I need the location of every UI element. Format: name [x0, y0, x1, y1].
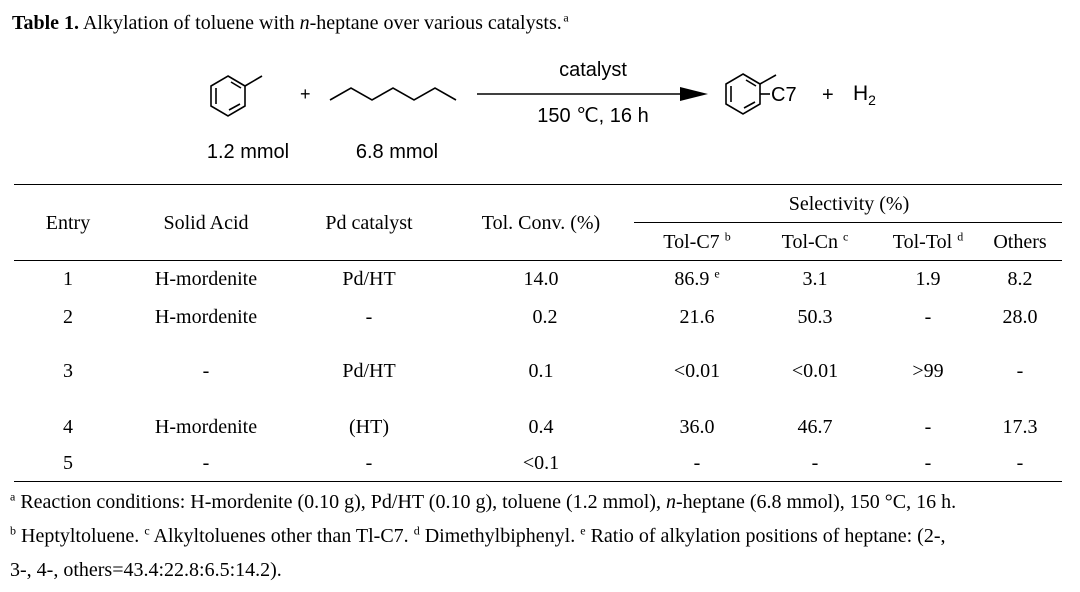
scheme-catalyst: catalyst — [559, 59, 627, 81]
row-solid-acid: - — [202, 452, 210, 474]
table-top-rule — [14, 184, 1062, 185]
row-tol-cn: 3.1 — [802, 268, 828, 290]
row-entry: 5 — [63, 452, 73, 474]
caption-sup: a — [563, 10, 569, 25]
row-pd-catalyst: Pd/HT — [342, 360, 396, 382]
row-tol-c7: - — [693, 452, 701, 474]
footnote-c-sup: c — [144, 523, 150, 538]
footnote-e-continued: 3-, 4-, others=43.4:22.8:6.5:14.2). — [10, 559, 282, 581]
selectivity-rule — [634, 222, 1062, 223]
header-bottom-rule — [14, 260, 1062, 261]
toluene-structure — [211, 76, 262, 116]
row-tol-tol: 1.9 — [915, 268, 941, 290]
heptane-structure — [330, 88, 456, 100]
header-tol-c7-sup: b — [724, 229, 731, 244]
footnote-a — [10, 491, 956, 514]
row-others: 8.2 — [1007, 268, 1033, 290]
row-tol-tol: - — [924, 306, 932, 328]
row-pd-catalyst: (HT) — [349, 416, 389, 438]
table-bottom-rule — [14, 481, 1062, 482]
footnote-a-sup: a — [10, 489, 16, 504]
plus-sign-1: + — [300, 84, 311, 104]
row-tol-c7-sup: e — [714, 266, 720, 281]
row-others: 17.3 — [1002, 416, 1038, 438]
row-pd-catalyst: - — [365, 306, 373, 328]
header-others: Others — [993, 231, 1047, 253]
row-tol-cn: 46.7 — [797, 416, 833, 438]
header-tol-conv: Tol. Conv. (%) — [481, 212, 601, 234]
row-tol-c7: <0.01 — [673, 360, 721, 382]
reaction-arrow — [477, 87, 708, 101]
caption-text-1: Alkylation of toluene with — [79, 12, 300, 34]
footnote-e-text: Ratio of alkylation positions of heptane: (2-, — [585, 525, 946, 547]
footnote-d-text: Dimethylbiphenyl. — [419, 525, 581, 547]
row-tol-cn: <0.01 — [791, 360, 839, 382]
footnote-d-sup: d — [413, 523, 420, 538]
footnote-a-text-1: Reaction conditions: H-mordenite (0.10 g), Pd/HT (0.10 g), toluene (1.2 mmol), — [15, 491, 666, 513]
header-tol-tol — [893, 231, 963, 254]
row-tol-conv: <0.1 — [522, 452, 560, 474]
row-tol-c7-value: 86.9 — [674, 268, 710, 290]
footnote-a-text-2: -heptane (6.8 mmol), 150 °C, 16 h. — [675, 491, 957, 513]
row-tol-cn: - — [811, 452, 819, 474]
row-solid-acid: - — [202, 360, 210, 382]
caption-label: Table 1. — [12, 12, 80, 34]
table-caption — [12, 12, 569, 35]
row-pd-catalyst: - — [365, 452, 373, 474]
header-tol-c7-label: Tol-C7 — [663, 231, 720, 253]
caption-text-2: -heptane over various catalysts. — [309, 12, 562, 34]
row-solid-acid: H-mordenite — [154, 416, 258, 438]
row-others: 28.0 — [1002, 306, 1038, 328]
row-solid-acid: H-mordenite — [154, 268, 258, 290]
row-entry: 2 — [63, 306, 73, 328]
footnote-a-italic: n — [665, 491, 676, 513]
row-tol-cn: 50.3 — [797, 306, 833, 328]
h2-subscript: 2 — [868, 92, 876, 108]
header-tol-cn-sup: c — [843, 229, 849, 244]
row-tol-tol: >99 — [912, 360, 944, 382]
footnote-e-sup: e — [580, 523, 586, 538]
row-entry: 4 — [63, 416, 73, 438]
row-others: - — [1016, 360, 1024, 382]
row-entry: 1 — [63, 268, 73, 290]
product-substituent: C7 — [771, 84, 797, 106]
header-tol-c7 — [663, 231, 730, 254]
plus-sign-2: + — [822, 84, 834, 106]
footnote-b-text: Heptyltoluene. — [16, 525, 145, 547]
row-pd-catalyst: Pd/HT — [342, 268, 396, 290]
row-tol-conv: 0.2 — [532, 306, 558, 328]
header-tol-cn-label: Tol-Cn — [781, 231, 839, 253]
row-entry: 3 — [63, 360, 73, 382]
header-tol-tol-sup: d — [957, 229, 964, 244]
h2-symbol: H — [853, 82, 869, 105]
row-tol-c7 — [674, 268, 719, 291]
row-tol-c7: 36.0 — [679, 416, 715, 438]
row-solid-acid: H-mordenite — [154, 306, 258, 328]
header-entry: Entry — [45, 212, 91, 234]
row-tol-c7: 21.6 — [679, 306, 715, 328]
hydrogen-product — [853, 82, 876, 106]
row-tol-conv: 0.1 — [528, 360, 554, 382]
header-solid-acid: Solid Acid — [163, 212, 249, 234]
product-structure — [726, 74, 776, 114]
header-tol-cn — [782, 231, 849, 254]
footnote-b-e — [10, 525, 946, 548]
row-tol-tol: - — [924, 452, 932, 474]
row-tol-tol: - — [924, 416, 932, 438]
header-selectivity: Selectivity (%) — [788, 193, 910, 215]
row-tol-conv: 0.4 — [528, 416, 554, 438]
footnote-c-text: Alkyltoluenes other than Tl-C7. — [149, 525, 414, 547]
header-tol-tol-label: Tol-Tol — [892, 231, 953, 253]
caption-italic: n — [299, 12, 310, 34]
heptane-amount: 6.8 mmol — [355, 141, 439, 163]
footnote-b-sup: b — [10, 523, 16, 538]
row-tol-conv: 14.0 — [523, 268, 559, 290]
toluene-amount: 1.2 mmol — [206, 141, 290, 163]
header-pd-catalyst: Pd catalyst — [325, 212, 413, 234]
row-others: - — [1016, 452, 1024, 474]
scheme-conditions: 150 ℃, 16 h — [537, 105, 649, 127]
